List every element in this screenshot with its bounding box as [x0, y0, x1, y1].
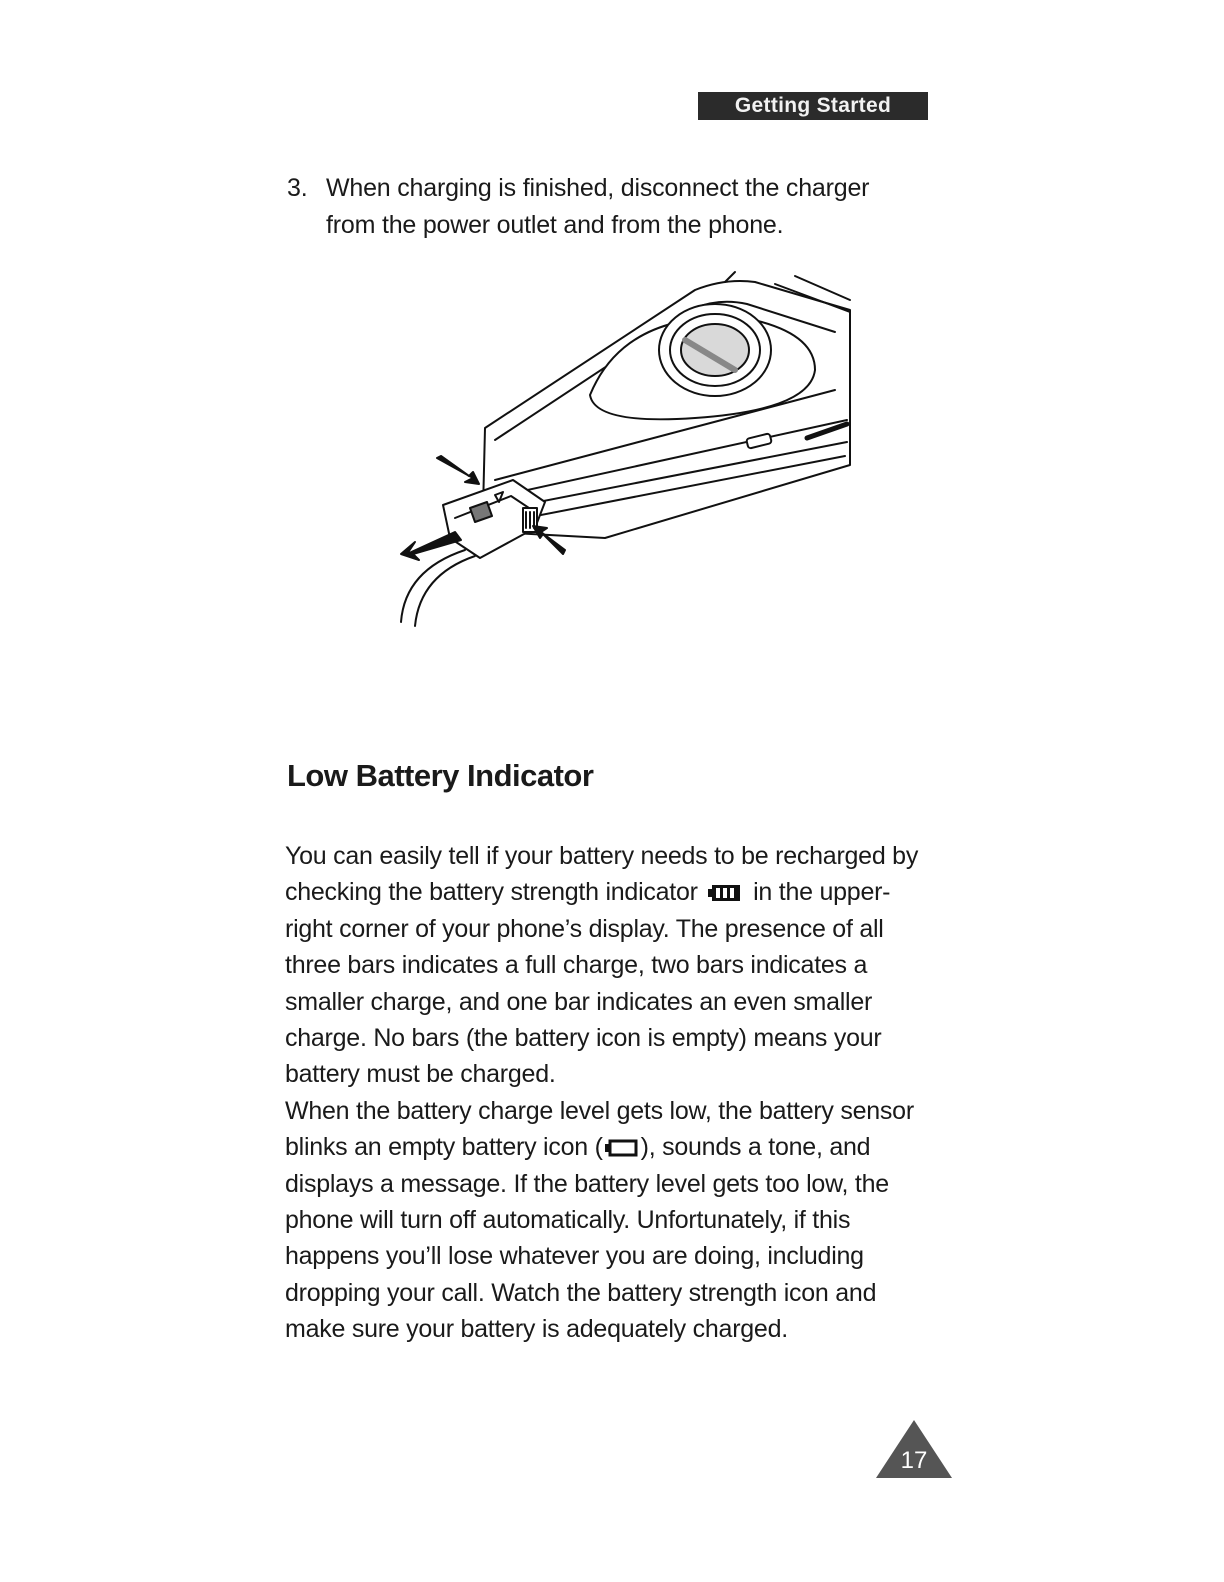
step-number: 3.	[287, 174, 308, 202]
page-number: 17	[900, 1447, 928, 1474]
step-line-2: from the power outlet and from the phone.	[326, 211, 784, 239]
paragraph-2	[285, 1093, 925, 1348]
paragraph-1-end: in the upper-right corner of your phone’s display. The presence of all three bars indicates a full charge, two bars indicates a smaller charge, and one bar indicates an even smaller charge. No bars (the battery icon is empty) means your battery must be charged.	[285, 878, 891, 1089]
step-line-1: When charging is finished, disconnect the charger	[326, 174, 870, 202]
step-3	[287, 170, 927, 244]
battery-empty-icon	[605, 1138, 639, 1158]
battery-full-icon	[708, 883, 742, 903]
paragraph-1	[285, 838, 925, 1093]
paragraph-2-start: When the battery charge level gets low, the battery sensor blinks an empty battery icon (	[285, 1096, 914, 1162]
page-number-badge	[874, 1418, 954, 1480]
paragraph-1-start: You can easily tell if your battery needs to be recharged by checking the battery strength indicator	[285, 842, 919, 907]
section-heading: Low Battery Indicator	[287, 758, 594, 793]
paragraph-2-end: ), sounds a tone, and displays a message. If the battery level gets too low, the phone will turn off automatically. Unfortunately, if this happens you’ll lose whatever you are doing, including dropping your call. Watch the battery strength icon and make sure your battery is adequately charged.	[285, 1133, 889, 1344]
step-text	[326, 170, 927, 244]
section-tab: Getting Started	[698, 92, 928, 120]
body-text	[285, 838, 925, 1348]
phone-charger-illustration	[395, 270, 865, 640]
